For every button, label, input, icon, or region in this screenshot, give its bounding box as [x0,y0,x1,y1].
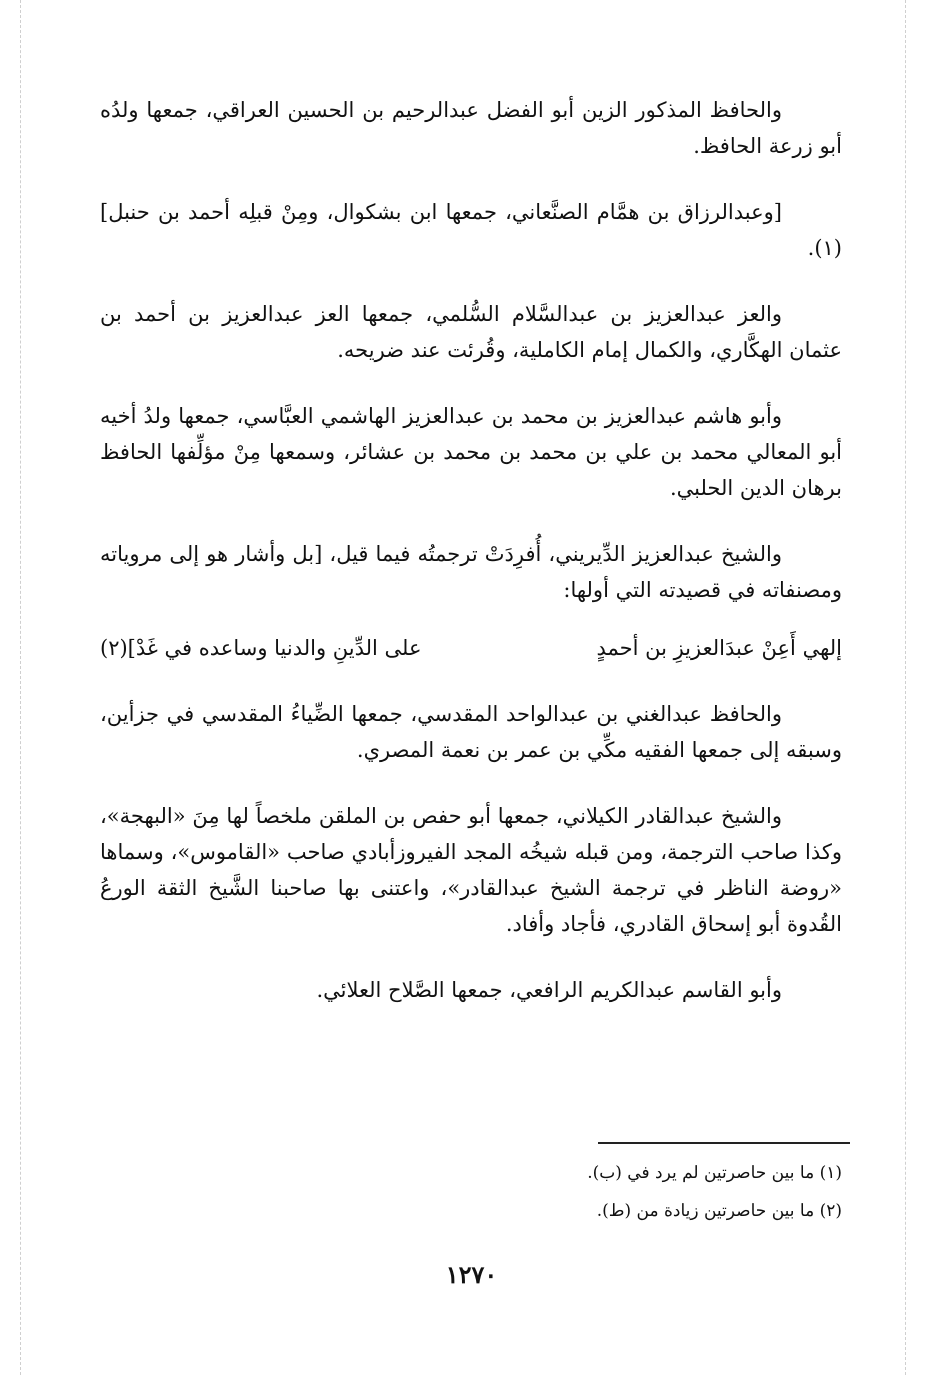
footnote-divider [598,1142,850,1144]
paragraph-dirini: والشيخ عبدالعزيز الدِّيريني، أُفرِدَتْ ترجمتُه فيما قيل، [بل وأشار هو إلى مروياته ومصنفاته في قصيدته التي أولها: [100,542,842,602]
footnote-2: (٢) ما بين حاصرتين زيادة من (ط). [596,1201,842,1221]
left-guide-line [20,0,21,1375]
page-number: ١٢٧٠ [445,1260,498,1289]
verse-first-hemistich: إلهي أَعِنْ عبدَالعزيزِ بن أحمدٍ [596,636,842,660]
poem-verse [100,630,842,666]
paragraph-abdulghani: والحافظ عبدالغني بن عبدالواحد المقدسي، جمعها الضِّياءُ المقدسي في جزأين، وسبقه إلى جمعها الفقيه مكِّي بن عمر بن نعمة المصري. [100,702,842,762]
paragraph-jilani: والشيخ عبدالقادر الكيلاني، جمعها أبو حفص بن الملقن ملخصاً لها مِنَ «البهجة»، وكذا صاحب الترجمة، ومن قبله شيخُه المجد الفيروزأبادي صاحب «القاموس»، وسماها «روضة الناظر في ترجمة الشيخ عبدالقادر»، واعتنى بها صاحبنا الشَّيخ الثقة الورعُ القُدوة أبو إسحاق القادري، فأجاد وأفاد. [100,804,842,936]
page-body [100,92,842,1038]
right-guide-line [905,0,906,1375]
footnote-1: (١) ما بين حاصرتين لم يرد في (ب). [587,1163,842,1183]
paragraph-abu-hashim: وأبو هاشم عبدالعزيز بن محمد بن عبدالعزيز الهاشمي العبَّاسي، جمعها ولدُ أخيه أبو المعالي محمد بن علي بن محمد بن محمد بن عشائر، وسمعها مِنْ مؤلِّفها الحافظ برهان الدين الحلبي. [100,404,842,500]
paragraph-izz: والعز عبدالعزيز بن عبدالسَّلام السُّلمي، جمعها العز عبدالعزيز بن أحمد بن عثمان الهكَّاري، والكمال إمام الكاملية، وقُرئت عند ضريحه. [100,302,842,362]
paragraph-rafii: وأبو القاسم عبدالكريم الرافعي، جمعها الصَّلاح العلائي. [316,978,782,1002]
verse-second-hemistich: على الدِّينِ والدنيا وساعده في غَدْ](٢) [100,636,422,660]
paragraph-abdulrazzaq: [وعبدالرزاق بن همَّام الصنَّعاني، جمعها ابن بشكوال، ومِنْ قبلِه أحمد بن حنبل](١). [100,200,842,260]
paragraph-iraqi: والحافظ المذكور الزين أبو الفضل عبدالرحيم بن الحسين العراقي، جمعها ولدُه أبو زرعة الحافظ. [100,98,842,158]
